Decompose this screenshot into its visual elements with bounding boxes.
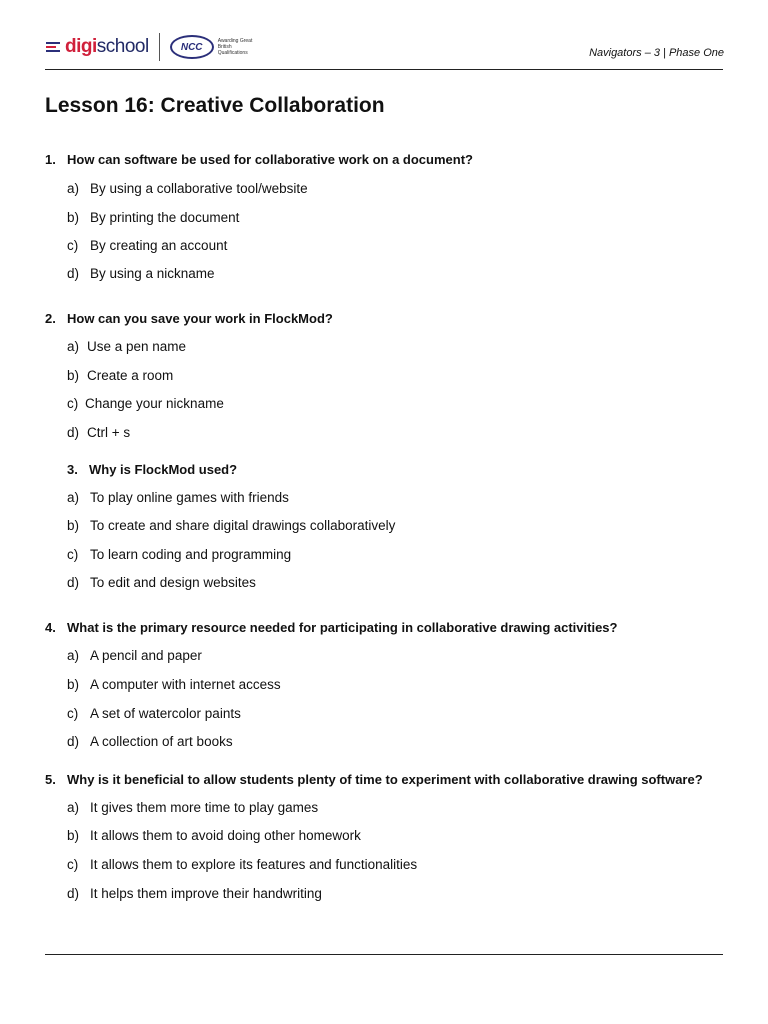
ncc-tagline: Awarding Great British Qualifications bbox=[217, 38, 253, 56]
option-2c: c) Change your nickname bbox=[67, 396, 224, 411]
question-number: 4. bbox=[45, 620, 56, 635]
question-text: How can you save your work in FlockMod? bbox=[67, 311, 333, 326]
option-4a: a) A pencil and paper bbox=[67, 648, 202, 663]
option-1a: a) By using a collaborative tool/website bbox=[67, 181, 308, 196]
question-text: Why is it beneficial to allow students plenty of time to experiment with collaborative drawing software? bbox=[67, 772, 703, 787]
course-label: Navigators – 3 | Phase One bbox=[589, 47, 724, 59]
digischool-wordmark: digischool bbox=[65, 36, 149, 57]
option-1c: c) By creating an account bbox=[67, 238, 228, 253]
option-4b: b) A computer with internet access bbox=[67, 677, 281, 692]
question-4 bbox=[45, 620, 617, 635]
question-number: 1. bbox=[45, 152, 56, 167]
question-1 bbox=[45, 152, 473, 167]
digischool-mark-icon bbox=[46, 41, 62, 53]
ncc-oval-icon: NCC bbox=[170, 35, 214, 59]
option-3b: b) To create and share digital drawings collaboratively bbox=[67, 518, 396, 533]
question-number: 5. bbox=[45, 772, 56, 787]
question-number: 2. bbox=[45, 311, 56, 326]
option-3d: d) To edit and design websites bbox=[67, 575, 256, 590]
question-text: How can software be used for collaborative work on a document? bbox=[67, 152, 473, 167]
question-text: What is the primary resource needed for participating in collaborative drawing activities? bbox=[67, 620, 618, 635]
option-3a: a) To play online games with friends bbox=[67, 490, 289, 505]
option-4c: c) A set of watercolor paints bbox=[67, 706, 241, 721]
option-4d: d) A collection of art books bbox=[67, 734, 233, 749]
question-5 bbox=[45, 772, 703, 787]
option-1d: d) By using a nickname bbox=[67, 266, 215, 281]
option-5c: c) It allows them to explore its features and functionalities bbox=[67, 857, 418, 872]
option-2d: d) Ctrl + s bbox=[67, 425, 131, 440]
digischool-logo bbox=[46, 32, 254, 62]
page-title: Lesson 16: Creative Collaboration bbox=[45, 94, 385, 117]
footer-divider bbox=[45, 954, 723, 955]
logo-divider bbox=[159, 33, 160, 61]
option-5a: a) It gives them more time to play games bbox=[67, 800, 319, 815]
option-5d: d) It helps them improve their handwriting bbox=[67, 886, 322, 901]
option-2b: b) Create a room bbox=[67, 368, 174, 383]
option-3c: c) To learn coding and programming bbox=[67, 547, 292, 562]
option-5b: b) It allows them to avoid doing other homework bbox=[67, 828, 361, 843]
option-2a: a) Use a pen name bbox=[67, 339, 187, 354]
question-2 bbox=[45, 311, 333, 326]
question-number: 3. bbox=[67, 462, 78, 477]
option-1b: b) By printing the document bbox=[67, 210, 240, 225]
question-3 bbox=[67, 462, 237, 477]
page-header bbox=[46, 28, 724, 68]
header-divider bbox=[45, 69, 723, 70]
question-text: Why is FlockMod used? bbox=[89, 462, 238, 477]
ncc-education-logo bbox=[170, 35, 254, 59]
